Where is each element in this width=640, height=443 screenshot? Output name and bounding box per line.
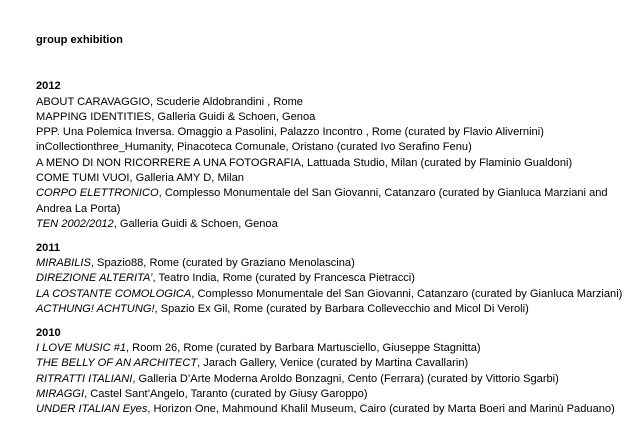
- exhibition-details: , Spazio88, Rome (curated by Graziano Menolascina): [90, 257, 355, 270]
- exhibition-entry: [36, 402, 626, 417]
- exhibition-list: [36, 256, 626, 317]
- exhibition-title: DIREZIONE ALTERITA’: [36, 272, 153, 285]
- exhibition-entry: [36, 302, 626, 317]
- exhibition-details: , Complesso Monumentale del San Giovanni, Catanzaro (curated by Gianluca Marziani): [191, 287, 623, 300]
- exhibition-details: , Lattuada Studio, Milan (curated by Flaminio Gualdoni): [300, 156, 573, 169]
- exhibition-entry: [36, 110, 626, 125]
- exhibition-title: MAPPING IDENTITIES: [36, 110, 152, 123]
- exhibition-entry: [36, 95, 626, 110]
- exhibition-details: , Jarach Gallery, Venice (curated by Martina Cavallarin): [197, 357, 469, 370]
- exhibition-entry: [36, 217, 626, 232]
- exhibition-entry: [36, 256, 626, 271]
- exhibition-entry: [36, 125, 626, 140]
- exhibition-title: RITRATTI ITALIANI: [36, 372, 133, 385]
- exhibition-title: MIRABILIS: [36, 257, 91, 270]
- exhibition-details: , Galleria Guidi & Schoen, Genoa: [113, 217, 278, 230]
- exhibition-title: UNDER ITALIAN Eyes: [36, 403, 148, 416]
- exhibition-title: ABOUT CARAVAGGIO: [36, 95, 151, 108]
- exhibition-entry: [36, 171, 626, 186]
- exhibition-details: , Castel Sant’Angelo, Taranto (curated by Giusy Garoppo): [84, 387, 368, 400]
- exhibition-title: inCollectionthree_Humanity: [36, 141, 171, 154]
- exhibition-entry: [36, 156, 626, 171]
- exhibition-details: , Horizon One, Mahmound Khalil Museum, Cairo (curated by Marta Boeri and Marinù Paduano): [147, 403, 615, 416]
- exhibition-details: , Galleria AMY D, Milan: [129, 172, 244, 185]
- exhibition-details: , Spazio Ex Gil, Rome (curated by Barbara Collevecchio and Micol Di Veroli): [154, 302, 529, 315]
- exhibition-title: COME TUMI VUOI: [36, 172, 130, 185]
- exhibition-title: CORPO ELETTRONICO: [36, 187, 159, 200]
- exhibition-title: PPP. Una Polemica Inversa. Omaggio a Pasolini: [36, 126, 274, 139]
- exhibition-title: I LOVE MUSIC #1: [36, 342, 127, 355]
- page-title: group exhibition: [36, 34, 123, 46]
- year-section-2010: [36, 326, 626, 418]
- year-heading: 2012: [36, 80, 61, 93]
- exhibition-title: MIRAGGI: [36, 387, 85, 400]
- exhibition-entry: [36, 140, 626, 155]
- document-page: [36, 33, 626, 426]
- exhibition-list: [36, 341, 626, 417]
- exhibition-list: [36, 95, 626, 233]
- year-section-2012: [36, 79, 626, 232]
- exhibition-details: , Scuderie Aldobrandini , Rome: [150, 95, 303, 108]
- exhibition-details: , Galleria D’Arte Moderna Aroldo Bonzagni, Cento (Ferrara) (curated by Vittorio Sgarbi): [132, 372, 559, 385]
- exhibition-details: , Complesso Monumentale del San Giovanni, Catanzaro (curated by Gianluca Marziani and Andrea La Porta): [36, 187, 608, 215]
- year-heading: 2010: [36, 326, 61, 339]
- exhibition-entry: [36, 186, 626, 217]
- exhibition-entry: [36, 372, 626, 387]
- exhibition-details: , Teatro India, Rome (curated by Francesca Pietracci): [152, 272, 415, 285]
- exhibition-entry: [36, 287, 626, 302]
- exhibition-entry: [36, 271, 626, 286]
- exhibition-entry: [36, 341, 626, 356]
- exhibition-title: TEN 2002/2012: [36, 217, 114, 230]
- exhibition-details: , Room 26, Rome (curated by Barbara Martusciello, Giuseppe Stagnitta): [126, 342, 481, 355]
- exhibition-details: , Galleria Guidi & Schoen, Genoa: [151, 110, 316, 123]
- exhibition-details: , Pinacoteca Comunale, Oristano (curated Ivo Serafino Fenu): [170, 141, 472, 154]
- year-section-2011: [36, 241, 626, 317]
- exhibition-title: A MENO DI NON RICORRERE A UNA FOTOGRAFIA: [36, 156, 301, 169]
- exhibition-title: THE BELLY OF AN ARCHITECT: [36, 357, 198, 370]
- exhibition-title: LA COSTANTE COMOLOGICA: [36, 287, 192, 300]
- year-list: [36, 79, 626, 417]
- exhibition-title: ACTHUNG! ACHTUNG!: [36, 302, 155, 315]
- exhibition-entry: [36, 356, 626, 371]
- exhibition-entry: [36, 387, 626, 402]
- year-heading: 2011: [36, 241, 61, 254]
- exhibition-details: , Palazzo Incontro , Rome (curated by Flavio Alivernini): [273, 126, 544, 139]
